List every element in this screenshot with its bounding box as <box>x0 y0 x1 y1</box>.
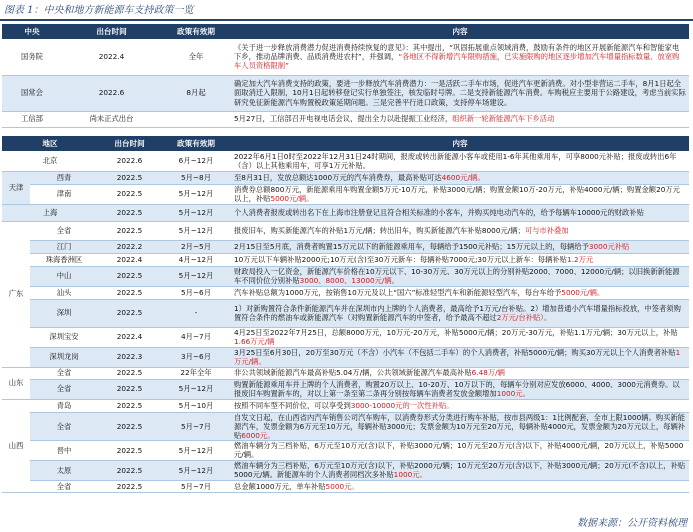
sub-region-name: 深圳 <box>30 299 98 327</box>
issue-date: 2022.4 <box>98 327 161 347</box>
policy-content <box>231 480 689 492</box>
issue-date: 2022.6 <box>98 151 161 171</box>
policy-text: 4月25日至2022年7月25日，总额8000万元，10万元-20万元，补贴5000元/辆；20万元-30万元，补贴1.1万元/辆；30万元以上，补贴 <box>234 327 678 337</box>
policy-content <box>231 367 689 379</box>
policy-validity: 5月~12月 <box>161 221 231 240</box>
policy-content <box>231 184 689 204</box>
policy-highlight: 1000元。 <box>393 470 427 480</box>
table-row <box>2 204 689 221</box>
policy-text: 确定加大汽车消费支持的政策，要进一步释放汽车消费潜力：一是活跃二手车市场，促进汽车更新消费。对小型非营运二手车，8月1日起全面取消迁入限制，10月1日起转移登记实行单独签注，核发临时号牌。二是支持新能源汽车消费。车购税应主要用于公路建设，考虑当前实际研究免征新能源汽车购置税政策延期问题。三是完善平行进口政策，支持停车场建设。 <box>234 79 686 107</box>
policy-validity: 4月~7月 <box>161 327 231 347</box>
policy-content <box>231 39 689 75</box>
sub-region-name: 津南 <box>30 184 98 204</box>
policy-validity: 6月~12月 <box>161 151 231 171</box>
col-header-validity: 政策有效期 <box>161 24 231 39</box>
policy-content <box>231 399 689 412</box>
issue-date: 尚未正式出台 <box>62 111 161 127</box>
col-header-validity: 政策有效期 <box>161 136 231 151</box>
policy-validity: 22年全年 <box>161 367 231 379</box>
policy-highlight: 1.2万元 <box>566 254 594 264</box>
policy-highlight: 6000元。 <box>241 430 275 440</box>
policy-content <box>231 111 689 127</box>
issue-date: 2022.6 <box>62 75 161 111</box>
policy-text: 财政局投入一亿资金，新能源汽车价格在10万元以下、10-30万元、30万元以上的分别补贴2000、7000、12000元/辆；以旧换新新能源车不同价位分别补贴 <box>234 266 680 285</box>
policy-highlight: 5000元/辆。 <box>561 287 605 297</box>
policy-validity: - <box>161 299 231 327</box>
table-row <box>2 480 689 492</box>
policy-text: 3月25日至6月30日，20万至30万元（不含）小汽车（不包括二手车）的个人消费者，补贴5000元/辆；购买30万元以上个人消费者补贴 <box>234 347 676 357</box>
policy-content <box>231 204 689 221</box>
policy-validity: 5月~12月 <box>161 460 231 480</box>
policy-content <box>231 171 689 184</box>
table-row <box>2 299 689 327</box>
policy-validity: 5月~7月 <box>161 480 231 492</box>
table-row <box>2 75 689 111</box>
table-row <box>2 399 689 412</box>
issue-date: 2022.4 <box>98 253 161 266</box>
region-name: 上海 <box>2 204 98 221</box>
issue-date: 2022.5 <box>98 440 161 460</box>
policy-content <box>231 151 689 171</box>
policy-validity: 4月~12月 <box>161 253 231 266</box>
table-row <box>2 460 689 480</box>
policy-highlight: 5000元/辆。 <box>270 194 314 203</box>
policy-content <box>231 253 689 266</box>
policy-text: 1）对新购置符合条件新能源汽车并在深圳市内上牌的个人消费者，最高给予1万元/台补贴。2）增加普通小汽车增量指标投放，中签者须购置符合条件的燃油车或新能源汽车（对购置新能源汽车的中签者，给予最高不超过 <box>234 303 681 322</box>
local-policy-table <box>2 136 689 493</box>
policy-validity: 2月~5月 <box>161 240 231 253</box>
table-row <box>2 327 689 347</box>
sub-region-name: 全省 <box>30 221 98 240</box>
policy-validity: 5月~8月 <box>161 171 231 184</box>
policy-highlight: 可与市补叠加 <box>524 225 569 235</box>
policy-text: 消费券总额800万元，新能源乘用车购置金额5万元-10万元，补贴3000元/辆；购置金额10万-20万元，补贴4000元/辆；购置金额20万元以上，补贴 <box>234 184 680 203</box>
policy-highlight: 1万元/辆。 <box>234 347 681 366</box>
table-row <box>2 171 689 184</box>
issue-date: 2022.5 <box>98 412 161 440</box>
policy-highlight: 5000元。 <box>325 481 359 491</box>
table-row <box>2 412 689 440</box>
issue-date: 2022.4 <box>62 39 161 75</box>
table-row <box>2 184 689 204</box>
issue-date: 2022.2 <box>98 240 161 253</box>
col-header-content: 内容 <box>231 24 689 39</box>
table-row <box>2 240 689 253</box>
policy-highlight: “各地区不得新增汽车限购措施，已实施限购的地区逐步增加汽车增量指标数量、放宽购车人员资格限制” <box>234 52 680 71</box>
col-header-date: 出台时间 <box>62 24 161 39</box>
issue-date: 2022.5 <box>98 399 161 412</box>
table-row <box>2 253 689 266</box>
agency-name: 国常会 <box>2 75 62 111</box>
policy-validity: 8月起 <box>161 75 231 111</box>
sub-region-name: 全省 <box>30 480 98 492</box>
issue-date: 2022.5 <box>98 480 161 492</box>
agency-name: 国务院 <box>2 39 62 75</box>
sub-region-name: 全省 <box>30 367 98 379</box>
figure-title: 图表 1：中央和地方新能源车支持政策一览 <box>4 5 194 16</box>
policy-text: 报废旧车，购买新能源汽车的补贴1万元/辆；转出旧车，购买新能源汽车补贴8000元/辆； <box>234 225 525 235</box>
sub-region-name: 珠海香洲区 <box>30 253 98 266</box>
policy-highlight: 3000元补贴 <box>588 241 630 251</box>
policy-text: 非公共领域新能源汽车最高补贴5.04万/辆，公共领域新能源汽车最高补贴 <box>234 368 472 378</box>
issue-date: 2022.5 <box>98 299 161 327</box>
policy-highlight: 3000、8000、13000元/辆。 <box>299 276 399 285</box>
policy-content <box>231 440 689 460</box>
policy-text: 至8月31日，发放总额达1000万元的汽车消费券，最高补贴可达 <box>234 172 442 182</box>
agency-name: 工信部 <box>2 111 62 127</box>
table-row <box>2 367 689 379</box>
region-name: 山东 <box>2 367 30 399</box>
policy-content <box>231 75 689 111</box>
issue-date: 2022.5 <box>98 367 161 379</box>
issue-date: 2022.3 <box>98 347 161 367</box>
title-rule <box>0 19 693 21</box>
policy-content <box>231 460 689 480</box>
sub-region-name: 深圳宝安 <box>30 327 98 347</box>
policy-highlight: 1000元。 <box>496 389 530 398</box>
policy-text: 燃油车辆分为三档补贴，6万元至10万元(含)以下，补贴2000元/辆；10万元至20万元(含)以下，补贴3000元/辆；20万元(不含)以上，补贴5000元/辆。新能源车的个人消费者同档次多补贴 <box>234 461 686 480</box>
table-row <box>2 286 689 299</box>
table-row <box>2 111 689 127</box>
policy-text: 按照不同车型不同价位，可以享受到 <box>234 400 351 410</box>
sub-region-name: 全省 <box>30 412 98 440</box>
policy-validity: 5月~12月 <box>161 379 231 399</box>
table-row <box>2 151 689 171</box>
region-name: 山西 <box>2 399 30 492</box>
policy-text: 10万元以下车辆补贴2000元;10万元(含)至30万元新车：每辆补贴7000元;30万元以上新车：每辆补贴 <box>234 254 567 264</box>
sub-region-name: 中山 <box>30 266 98 286</box>
sub-region-name: 深圳龙岗 <box>30 347 98 367</box>
policy-highlight: 6.48万/辆 <box>471 368 505 378</box>
table-row <box>2 221 689 240</box>
policy-highlight: 3000-10000元的一次性补贴。 <box>350 400 454 410</box>
sub-region-name: 青岛 <box>30 399 98 412</box>
policy-highlight: 1.66万元/辆 <box>234 337 275 346</box>
policy-validity: 5月~12月 <box>161 440 231 460</box>
policy-text: 5月27日，工信部召开电视电话会议，提出全力以赴提振工业经济， <box>234 114 453 124</box>
table-row <box>2 440 689 460</box>
policy-highlight: 2万元/台补贴）。 <box>496 313 552 322</box>
region-name: 北京 <box>2 151 98 171</box>
table-row <box>2 266 689 286</box>
table-row <box>2 347 689 367</box>
policy-text: 个人消费者报废或转出名下在上海市注册登记且符合相关标准的小客车，并购买纯电动汽车的，给予每辆车10000元的财政补贴 <box>234 207 644 217</box>
policy-validity: 3月~6月 <box>161 347 231 367</box>
policy-text: 2022年6月1日0时至2022年12月31日24时期间，报废或转出新能源小客车或使用1-6年其他乘用车，可享8000元补贴；报废或转出6年（含）以上其他乘用车，可享1万元补贴。 <box>234 151 677 170</box>
region-name: 广东 <box>2 221 30 367</box>
policy-content <box>231 286 689 299</box>
policy-validity: 5月~12月 <box>161 204 231 221</box>
policy-content <box>231 347 689 367</box>
policy-validity: 5月~10月 <box>161 399 231 412</box>
data-source-note: 数据来源：公开资料梳理 <box>577 518 687 529</box>
issue-date: 2022.5 <box>98 266 161 286</box>
issue-date: 2022.5 <box>98 204 161 221</box>
issue-date: 2022.5 <box>98 460 161 480</box>
table-row <box>2 379 689 399</box>
col-header-content: 内容 <box>231 136 689 151</box>
col-header-central: 中央 <box>2 24 62 39</box>
policy-content <box>231 412 689 440</box>
policy-text: 总金额1000万元，单车补贴 <box>234 481 326 491</box>
policy-content <box>231 299 689 327</box>
sub-region-name: 江门 <box>30 240 98 253</box>
policy-text: 购置新能源乘用车并上牌的个人消费者，购置20万以上、10-20万、10万以下的，每辆车分别对应发放6000、4000、3000元消费券。以报废旧车购置新车的，对以上第一条至第二条再分别按每辆车消费者发放金额增加 <box>234 379 680 398</box>
col-header-date: 出台时间 <box>98 136 161 151</box>
sub-region-name: 全省 <box>30 379 98 399</box>
policy-text: 自发文日起，在山西省内汽车销售公司汽车购车，以消费券形式分类进行购车补贴，按市县两级1：1比例配套，全市上限1000辆。购买新能源汽车，发票金额为6万元至10万元，每辆补贴3000元；发票金额为10万元至20万元，每辆补贴4000元，发票金额为20万元以上，每辆补贴 <box>234 412 686 440</box>
issue-date: 2022.5 <box>98 221 161 240</box>
issue-date: 2022.5 <box>98 286 161 299</box>
table-row <box>2 39 689 75</box>
policy-highlight: 4600元/辆。 <box>441 172 485 182</box>
policy-content <box>231 240 689 253</box>
policy-validity: 5月~12月 <box>161 184 231 204</box>
col-header-region: 地区 <box>2 136 98 151</box>
central-policy-table <box>2 24 689 128</box>
issue-date: 2022.5 <box>98 379 161 399</box>
sub-region-name: 晋中 <box>30 440 98 460</box>
policy-validity: 5月~6月 <box>161 286 231 299</box>
policy-text: 2月15日至5月底，消费者购置15万元以下的新能源乘用车，每辆给予1500元补贴；15万元以上的，每辆给予 <box>234 241 589 251</box>
policy-content <box>231 379 689 399</box>
policy-validity: 5月~12月 <box>161 266 231 286</box>
policy-content <box>231 266 689 286</box>
policy-text: 《关于进一步释放消费潜力促进消费持续恢复的意见》：其中提出，“巩固拓展重点领域消费，鼓励有条件的地区开展新能源汽车和智能家电下乡，推动品牌消费、品质消费进农村”，并强调， <box>234 43 680 62</box>
policy-validity: 全年 <box>161 39 231 75</box>
policy-text: 汽车补贴总额为1000万元，按销售10万元及以上“国六”标准轻型汽车和新能源轻型汽车，每台车给予 <box>234 287 562 297</box>
policy-validity <box>161 111 231 127</box>
sub-region-name: 西青 <box>30 171 98 184</box>
policy-highlight: 组织新一轮新能源汽车下乡活动 <box>452 114 555 124</box>
sub-region-name: 汕头 <box>30 286 98 299</box>
policy-text: 燃油车辆分为三档补贴，6万元至10万元(含)以下，补贴3000元/辆；10万元至20万元(含)以下，补贴4000元/辆，20万元以上，补贴5000元/辆。 <box>234 441 684 460</box>
issue-date: 2022.5 <box>98 171 161 184</box>
region-name: 天津 <box>2 171 30 204</box>
issue-date: 2022.5 <box>98 184 161 204</box>
policy-content <box>231 327 689 347</box>
sub-region-name: 太原 <box>30 460 98 480</box>
policy-validity: 5月~7月 <box>161 412 231 440</box>
policy-content <box>231 221 689 240</box>
